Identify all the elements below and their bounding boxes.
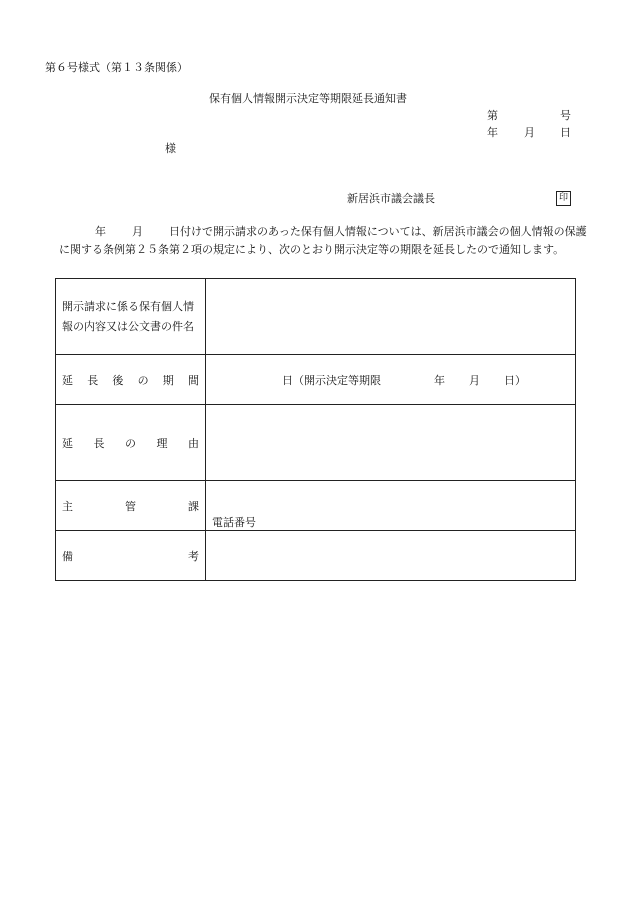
phone-number-label: 電話番号 [212, 516, 256, 529]
doc-number-prefix: 第 [487, 109, 498, 122]
value-extended-period [206, 355, 576, 405]
body-month: 月 [132, 225, 143, 238]
period-year: 年 [434, 374, 445, 387]
form-number: 第６号様式（第１３条関係） [45, 61, 188, 74]
label-extended-period: 延 長 後 の 期 間 [56, 355, 206, 405]
table-row [56, 531, 576, 581]
period-day-close: 日） [504, 374, 526, 387]
period-day-open: 日（開示決定等期限 [282, 374, 381, 387]
value-department [206, 481, 576, 531]
table-row [56, 355, 576, 405]
body-paragraph [59, 223, 587, 259]
seal-mark: 印 [556, 191, 571, 206]
doc-number-suffix: 号 [560, 109, 571, 122]
table-row [56, 279, 576, 355]
table-row [56, 405, 576, 481]
label-remarks: 備 考 [56, 531, 206, 581]
date-year: 年 [487, 126, 498, 139]
addressee-suffix: 様 [165, 142, 176, 155]
label-department: 主 管 課 [56, 481, 206, 531]
table-row [56, 481, 576, 531]
form-table [55, 278, 576, 581]
body-year: 年 [95, 225, 106, 238]
label-reason: 延 長 の 理 由 [56, 405, 206, 481]
label-request-content: 開示請求に係る保有個人情報の内容又は公文書の件名 [56, 279, 206, 355]
value-request-content [206, 279, 576, 355]
date-day: 日 [560, 126, 571, 139]
period-month: 月 [469, 374, 480, 387]
value-remarks [206, 531, 576, 581]
body-text: 日付けで開示請求のあった保有個人情報については、新居浜市議会の個人情報の保護に関する条例第２５条第２項の規定により、次のとおり開示決定等の期限を延長したので通知します。 [59, 225, 587, 256]
value-reason [206, 405, 576, 481]
sender-name: 新居浜市議会議長 [347, 192, 435, 205]
date-month: 月 [524, 126, 535, 139]
document-title: 保有個人情報開示決定等期限延長通知書 [209, 92, 407, 105]
